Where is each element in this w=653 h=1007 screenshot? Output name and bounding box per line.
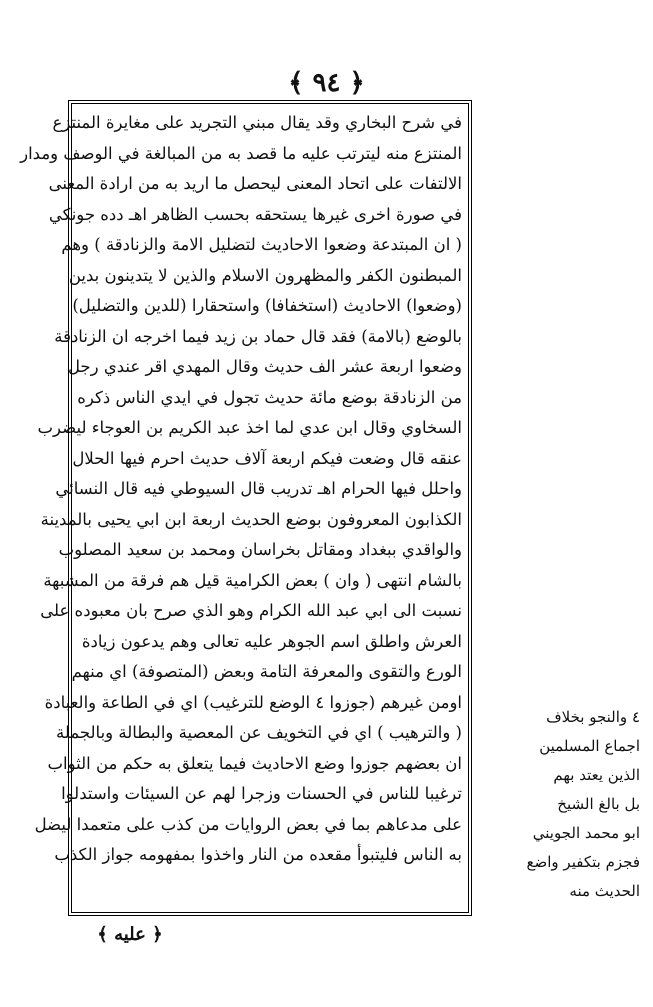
text-line: في صورة اخرى غيرها يستحقه بحسب الظاهر اهـ دده جونكي: [48, 204, 462, 224]
text-line: بالوضع (بالامة) فقد قال حماد بن زيد فيما اخرجه ان الزنادقة: [54, 326, 462, 346]
text-line: المنتزع منه ليترتب عليه ما قصد به من المبالغة في الوصف ومدار: [20, 143, 462, 163]
footnote-line: ابو محمد الجويني: [532, 824, 640, 842]
text-line: المبطنون الكفر والمظهرون الاسلام والذين لا يتدينون بدين: [68, 265, 462, 285]
footnote-line: بل بالغ الشيخ: [557, 795, 640, 813]
footnote-line: الحديث منه: [569, 882, 640, 900]
margin-footnote: [480, 703, 640, 906]
text-line: الالتفات على اتحاد المعنى ليحصل ما اريد به من ارادة المعنى: [48, 174, 462, 193]
text-line: ( والترهيب ) اي في التخويف عن المعصية والبطالة وبالجملة: [56, 723, 462, 742]
page-number: ﴿ ٩٤ ﴾: [288, 68, 365, 98]
text-line: في شرح البخاري وقد يقال مبني التجريد على مغايرة المنتزع: [52, 113, 462, 132]
text-line: ترغيبا للناس في الحسنات وزجرا لهم عن السيئات واستدلوا: [61, 784, 462, 803]
main-text-block: [20, 108, 462, 871]
footnote-line: اجماع المسلمين: [539, 737, 640, 755]
text-line: واحلل فيها الحرام اهـ تدريب قال السيوطي فيه قال النسائي: [55, 479, 462, 498]
text-line: ان بعضهم جوزوا وضع الاحاديث فيما يتعلق به حكم من الثواب: [47, 753, 462, 773]
text-line: عنقه قال وضعت فيكم اربعة آلاف حديث احرم فيها الحلال: [72, 448, 462, 468]
text-line: الكذابون المعروفون بوضع الحديث اربعة ابن ابي يحيى بالمدينة: [40, 509, 462, 529]
text-line: من الزنادقة بوضع مائة حديث تجول في ايدي الناس ذكره: [77, 387, 462, 407]
text-line: به الناس فليتبوأ مقعده من النار واخذوا بمفهومه جواز الكذب: [54, 845, 462, 864]
text-line: على مدعاهم بما في بعض الروايات من كذب على متعمدا ليضل: [34, 814, 462, 834]
text-line: ( ان المبتدعة وضعوا الاحاديث لتضليل الامة والزنادقة ) وهم: [61, 235, 462, 254]
text-line: العرش واطلق اسم الجوهر عليه تعالى وهم يدعون زيادة: [81, 631, 462, 651]
text-line: بالشام انتهى ( وان ) بعض الكرامية قيل هم فرقة من المشبهة: [43, 570, 462, 590]
text-line: اومن غيرهم (جوزوا ٤ الوضع للترغيب) اي في الطاعة والعبادة: [44, 692, 462, 712]
text-line: والواقدي ببغداد ومقاتل بخراسان ومحمد بن سعيد المصلوب: [58, 540, 462, 559]
text-line: وضعوا اربعة عشر الف حديث وقال المهدي اقر عندي رجل: [67, 357, 462, 376]
text-line: نسبت الى ابي عبد الله الكرام وهو الذي صرح بان معبوده على: [40, 601, 462, 620]
footnote-line: فجزم بتكفير واضع: [526, 853, 640, 871]
text-line: (وضعوا) الاحاديث (استخفافا) واستحقارا (للدين والتضليل): [72, 296, 462, 315]
footnote-line: ٤ والنجو بخلاف: [546, 708, 640, 726]
text-line: الورع والتقوى والمعرفة التامة وبعض (المتصوفة) اي منهم: [71, 662, 462, 681]
text-line: السخاوي وقال ابن عدي لما اخذ عبد الكريم بن العوجاء ليضرب: [37, 418, 462, 437]
catchword: ﴿ عليه ﴾: [97, 924, 163, 945]
footnote-line: الذين يعتد بهم: [553, 766, 640, 784]
